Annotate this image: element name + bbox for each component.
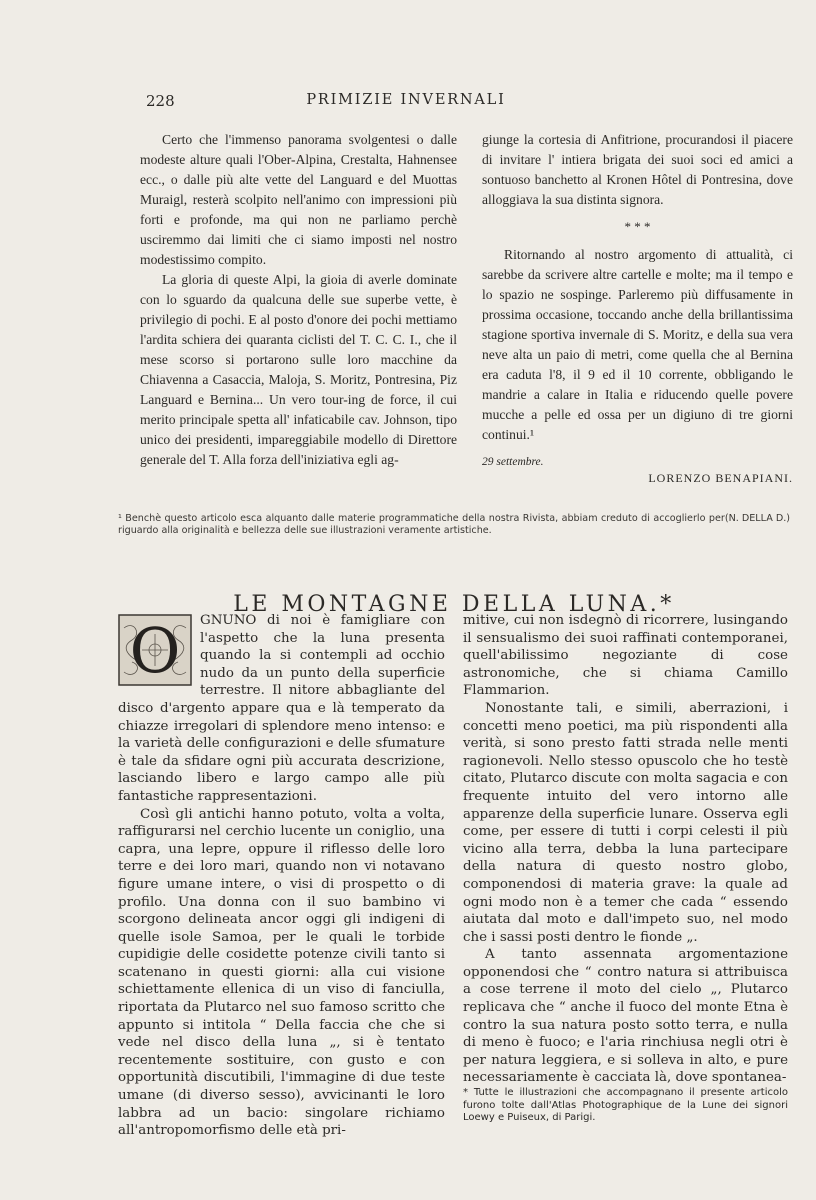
paragraph: mitive, cui non isdegnò di ricorrere, lusingando il sensualismo dei suoi raffinati contemporanei, quell'abilissimo negoziante di cose astronomiche, che si chiama Camillo Flammarion. [463, 613, 788, 699]
paragraph: Ritornando al nostro argomento di attualità, ci sarebbe da scrivere altre cartelle e molte; ma il tempo e lo spazio ne sospinge. Parleremo più diffusamente in prossima occasione, toccando anche della brillantissima stagione sportiva invernale di S. Moritz, e della sua vera neve alta un paio di metri, come quella che al Bernina era caduta l'8, il 9 ed il 10 corrente, obbligando le mandrie a calare in Italia e riducendo quelle povere mucche a pelle ed ossa per un digiuno di tre giorni continui.¹ [482, 247, 793, 442]
paragraph: GNUNO di noi è famigliare con l'aspetto che la luna presenta quando la si contempli ad occhio nudo da un punto della superficie terrestre. Il nitore abbagliante del disco d'argento appare qua e là temperato da chiazze irregolari di splendore meno intenso: e la varietà delle configurazioni e delle sfumature è tale da sfidare ogni più accurata descrizione, lasciando libero e largo campo alle più fantastiche rappresentazioni. [118, 613, 445, 804]
editor-note-tag: (N. DELLA D.) [724, 513, 790, 524]
page-number: 228 [146, 92, 175, 110]
drop-cap-o-icon [118, 614, 192, 686]
article-footnote: * Tutte le illustrazioni che accompagnano il presente articolo furono tolte dall'Atlas Photographique de la Lune dei signori Loewy e Puiseux, di Parigi. [463, 1087, 788, 1124]
footnote-text: ¹ Benchè questo articolo esca alquanto dalle materie programmatiche della nostra Rivista, abbiam creduto di accoglierlo per riguardo alla originalità e bellezza delle sue illustrazioni veramente artistiche. [118, 513, 725, 536]
paragraph: La gloria di queste Alpi, la gioia di averle dominate con lo sguardo da qualcuna delle sue superbe vette, è privilegio di pochi. E al posto d'onore dei pochi mettiamo l'ardita schiera dei quaranta ciclisti del T. C. C. I., che il mese scorso si portarono sulle loro macchine da Chiavenna a Casaccia, Maloja, S. Moritz, Pontresina, Piz Languard e Bernina... Un vero tour-ing de force, il cui merito principale spetta all' infaticabile cav. Johnson, tipo unico dei presidenti, impareggiabile modello di Direttore generale del T. Alla forza dell'iniziativa egli ag- [140, 272, 457, 467]
paragraph: Nonostante tali, e simili, aberrazioni, i concetti meno poetici, ma più rispondenti alla verità, si sono presto fatti strada nelle menti ragionevoli. Nello stesso opuscolo che ho testè citato, Plutarco discute con molta sagacia e con frequente intuito del vero intorno alle apparenze della superficie lunare. Osserva egli come, per essere di tutti i corpi celesti il più vicino alla terra, debba la luna partecipare della natura di questo nostro globo, componendosi di materia grave: la quale ad ogni modo non è a temer che cada “ essendo aiutata dal moto e dall'impeto suo, nel modo che i sassi posti dentro le fionde „. [463, 700, 788, 945]
running-title: PRIMIZIE INVERNALI [306, 92, 506, 108]
top-article-column-1 [140, 130, 457, 470]
article-column-2 [463, 612, 788, 1125]
paragraph: A tanto assennata argomentazione opponendosi che “ contro natura si attribuisca a cose terrene il moto del cielo „, Plutarco replicava che “ anche il fuoco del monte Etna è contro la sua natura posto sotto terra, e nulla di meno è fuoco; e l'aria rinchiusa negli otri è per natura leggiera, e si solleva in alto, e pure necessariamente è cacciata là, dove spontanea- [463, 947, 788, 1086]
top-article-column-2 [482, 130, 793, 487]
section-break-asterisks: * * * [624, 219, 651, 234]
top-article-footnote [118, 513, 790, 537]
paragraph: giunge la cortesia di Anfitrione, procurandosi il piacere di invitare l' intiera brigata dei suoi soci ed amici a sontuoso banchetto al Kronen Hôtel di Pontresina, dove alloggiava la sua distinta signora. [482, 132, 793, 207]
author-signature: LORENZO BENAPIANI. [648, 471, 793, 485]
article-date: 29 settembre. [482, 456, 544, 468]
drop-cap-letter: O [129, 614, 181, 686]
article-title: LE MONTAGNE DELLA LUNA.* [233, 592, 675, 618]
paragraph: Certo che l'immenso panorama svolgentesi o dalle modeste alture quali l'Ober-Alpina, Crestalta, Hahnensee ecc., o dalle più alte vette del Languard e del Muottas Muraigl, resterà scolpito nell'animo con impressioni più forti e profonde, ma qui non ne parliamo perchè usciremmo dai limiti che ci siamo imposti nel nostro modestissimo compito. [140, 132, 457, 267]
page-header [146, 92, 666, 112]
article-column-1 [118, 612, 445, 1140]
paragraph: Così gli antichi hanno potuto, volta a volta, raffigurarsi nel cerchio lucente un coniglio, una capra, una lepre, oppure il riflesso delle loro terre e dei loro mari, quando non vi notavano figure umane intere, o visi di prospetto o di profilo. Una donna con il suo bambino vi scorgono delineata ancor oggi gli indigeni di quelle isole Samoa, per le quali le torbide cupidigie delle cosidette potenze civili tanto si scatenano in questi giorni: alla cui visione schiettamente ellenica di un viso di fanciulla, riportata da Plutarco nel suo famoso scritto che appunto si intitola “ Della faccia che che si vede nel disco della luna „, si è tentato recentemente sostituire, con gusto e con opportunità discutibili, l'immagine di due teste umane (di diverso sesso), avvicinanti le loro labbra ad un bacio: singolare richiamo all'antropomorfismo delle età pri- [118, 806, 445, 1139]
